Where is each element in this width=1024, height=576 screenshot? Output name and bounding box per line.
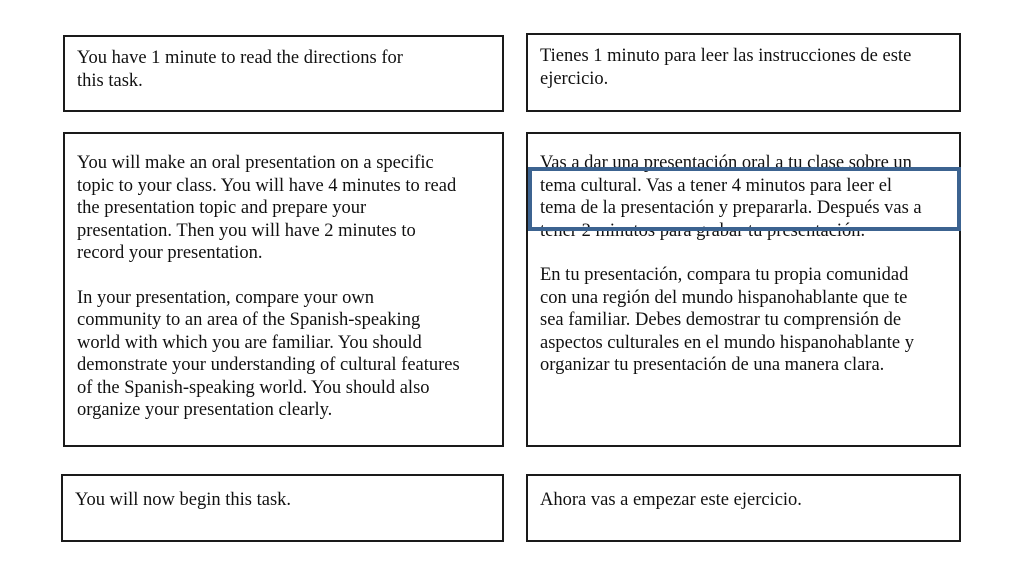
text-line: tema de la presentación y prepararla. Después vas a xyxy=(540,198,922,218)
text-line: En tu presentación, compara tu propia comunidad xyxy=(540,265,909,285)
text-line: organize your presentation clearly. xyxy=(77,400,333,420)
text-line: ejercicio. xyxy=(540,68,609,89)
text-line: Tienes 1 minuto para leer las instrucciones de este xyxy=(540,46,912,66)
text-line: tener 2 minutos para grabar tu presentación. xyxy=(540,220,866,241)
spanish-task-paragraph-1 xyxy=(540,152,947,242)
english-intro-text xyxy=(77,47,490,92)
text-line: tema cultural. Vas a tener 4 minutos para leer el xyxy=(540,175,893,196)
text-line: organizar tu presentación de una manera clara. xyxy=(540,355,885,375)
text-line: sea familiar. Debes demostrar tu comprensión de xyxy=(540,310,902,330)
spanish-intro-text xyxy=(540,45,947,90)
spanish-closing-box xyxy=(526,474,961,542)
text-line: of the Spanish-speaking world. You should also xyxy=(77,377,430,398)
spanish-task-box xyxy=(526,132,961,447)
spanish-closing-text: Ahora vas a empezar este ejercicio. xyxy=(540,490,802,510)
english-intro-box xyxy=(63,35,504,112)
text-line: topic to your class. You will have 4 minutes to read xyxy=(77,175,457,196)
english-task-paragraph-2 xyxy=(77,287,490,422)
text-line: demonstrate your understanding of cultural features xyxy=(77,355,460,375)
english-closing-text: You will now begin this task. xyxy=(75,490,292,510)
text-line: record your presentation. xyxy=(77,243,263,263)
text-line: this task. xyxy=(77,70,143,91)
text-line: community to an area of the Spanish-speaking xyxy=(77,310,421,330)
text-line: You will make an oral presentation on a specific xyxy=(77,153,434,173)
english-closing-box xyxy=(61,474,504,542)
english-task-paragraph-1 xyxy=(77,152,490,265)
text-line: con una región del mundo hispanohablante que te xyxy=(540,287,908,308)
text-line: the presentation topic and prepare your xyxy=(77,198,367,218)
spanish-task-paragraph-2 xyxy=(540,264,947,377)
text-line: world with which you are familiar. You should xyxy=(77,332,422,353)
english-task-box xyxy=(63,132,504,447)
text-line: Vas a dar una presentación oral a tu clase sobre un xyxy=(540,153,912,173)
text-line: In your presentation, compare your own xyxy=(77,287,374,308)
spanish-intro-box xyxy=(526,33,961,112)
text-line: presentation. Then you will have 2 minutes to xyxy=(77,220,416,241)
text-line: You have 1 minute to read the directions for xyxy=(77,48,403,68)
text-line: aspectos culturales en el mundo hispanohablante y xyxy=(540,332,915,353)
